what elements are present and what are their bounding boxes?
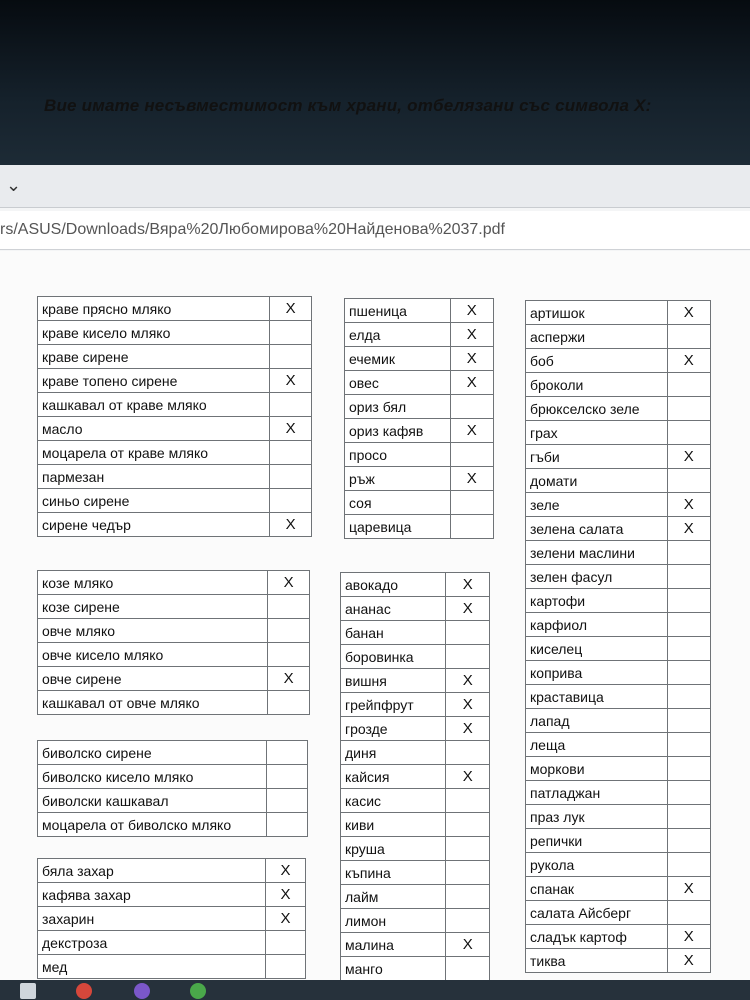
viber-icon[interactable]: [134, 983, 150, 999]
food-name: лимон: [341, 909, 446, 933]
table-row: [526, 373, 711, 397]
food-name: домати: [526, 469, 668, 493]
food-name: репички: [526, 829, 668, 853]
food-name: ориз кафяв: [345, 419, 451, 443]
intolerance-mark: [667, 805, 710, 829]
intolerance-mark: X: [446, 573, 490, 597]
food-name: кашкавал от овче мляко: [38, 691, 268, 715]
food-name: коприва: [526, 661, 668, 685]
table-row: [38, 297, 312, 321]
food-name: ананас: [341, 597, 446, 621]
table-vegetables: [525, 300, 711, 973]
intolerance-mark: [450, 491, 493, 515]
food-name: ръж: [345, 467, 451, 491]
table-row: [38, 465, 312, 489]
intolerance-mark: [446, 909, 490, 933]
table-row: [38, 417, 312, 441]
food-name: биволски кашкавал: [38, 789, 267, 813]
intolerance-mark: [266, 955, 306, 979]
intolerance-mark: [446, 645, 490, 669]
table-row: [38, 571, 310, 595]
table-row: [38, 441, 312, 465]
intolerance-mark: [667, 829, 710, 853]
table-row: [526, 469, 711, 493]
table-row: [526, 517, 711, 541]
intolerance-mark: X: [268, 667, 310, 691]
intolerance-mark: X: [667, 493, 710, 517]
table-row: [526, 949, 711, 973]
food-name: гъби: [526, 445, 668, 469]
intolerance-mark: [270, 345, 312, 369]
food-name: патладжан: [526, 781, 668, 805]
intolerance-mark: [667, 421, 710, 445]
table-row: [341, 693, 490, 717]
table-row: [526, 445, 711, 469]
food-name: кашкавал от краве мляко: [38, 393, 270, 417]
food-name: биволско кисело мляко: [38, 765, 267, 789]
food-name: броколи: [526, 373, 668, 397]
food-name: карфиол: [526, 613, 668, 637]
food-name: круша: [341, 837, 446, 861]
table-row: [526, 421, 711, 445]
food-name: диня: [341, 741, 446, 765]
intolerance-mark: [446, 885, 490, 909]
table-row: [526, 589, 711, 613]
table-row: [38, 393, 312, 417]
intolerance-mark: [446, 789, 490, 813]
intolerance-mark: [667, 709, 710, 733]
food-name: краве сирене: [38, 345, 270, 369]
intolerance-mark: [667, 757, 710, 781]
intolerance-mark: X: [450, 371, 493, 395]
intolerance-mark: [667, 613, 710, 637]
intolerance-mark: [270, 465, 312, 489]
food-name: сирене чедър: [38, 513, 270, 537]
intolerance-mark: [667, 901, 710, 925]
table-row: [345, 467, 494, 491]
food-name: масло: [38, 417, 270, 441]
table-row: [345, 419, 494, 443]
food-name: кафява захар: [38, 883, 266, 907]
chevron-down-icon[interactable]: ⌄: [6, 175, 22, 195]
intolerance-mark: [667, 397, 710, 421]
table-row: [526, 349, 711, 373]
intolerance-mark: [667, 781, 710, 805]
table-row: [341, 909, 490, 933]
table-row: [38, 955, 306, 979]
intolerance-mark: [450, 395, 493, 419]
table-row: [341, 645, 490, 669]
table-row: [345, 299, 494, 323]
food-name: зелени маслини: [526, 541, 668, 565]
intolerance-mark: [266, 741, 307, 765]
table-row: [526, 637, 711, 661]
intolerance-mark: [446, 813, 490, 837]
food-name: просо: [345, 443, 451, 467]
food-name: грозде: [341, 717, 446, 741]
intolerance-mark: [268, 619, 310, 643]
food-name: мед: [38, 955, 266, 979]
food-name: киви: [341, 813, 446, 837]
food-name: грейпфрут: [341, 693, 446, 717]
viewer-toolbar: [0, 165, 750, 208]
table-row: [526, 925, 711, 949]
taskbar: [0, 980, 750, 1000]
table-row: [38, 789, 308, 813]
table-row: [345, 491, 494, 515]
intolerance-mark: [266, 931, 306, 955]
table-row: [38, 513, 312, 537]
table-row: [341, 669, 490, 693]
food-name: моцарела от биволско мляко: [38, 813, 267, 837]
table-row: [341, 837, 490, 861]
table-row: [38, 813, 308, 837]
food-name: лайм: [341, 885, 446, 909]
table-row: [38, 691, 310, 715]
intolerance-mark: X: [667, 517, 710, 541]
table-row: [38, 883, 306, 907]
food-name: праз лук: [526, 805, 668, 829]
table-row: [526, 325, 711, 349]
food-name: овче сирене: [38, 667, 268, 691]
intolerance-mark: [270, 441, 312, 465]
intolerance-mark: [270, 489, 312, 513]
intolerance-mark: [270, 321, 312, 345]
food-name: овче мляко: [38, 619, 268, 643]
table-row: [526, 805, 711, 829]
intolerance-mark: [667, 589, 710, 613]
intolerance-mark: X: [667, 925, 710, 949]
intolerance-mark: X: [446, 717, 490, 741]
food-name: синьо сирене: [38, 489, 270, 513]
table-cow-dairy: [37, 296, 312, 537]
table-row: [526, 565, 711, 589]
intolerance-mark: [667, 637, 710, 661]
intolerance-mark: X: [266, 859, 306, 883]
intolerance-mark: X: [450, 467, 493, 491]
intolerance-mark: [667, 733, 710, 757]
intolerance-mark: X: [450, 299, 493, 323]
table-row: [526, 301, 711, 325]
table-row: [526, 781, 711, 805]
page-heading: Вие имате несъвместимост към храни, отбелязани със символа Х:: [44, 96, 652, 115]
food-name: боб: [526, 349, 668, 373]
table-row: [526, 901, 711, 925]
food-name: краве прясно мляко: [38, 297, 270, 321]
table-row: [345, 395, 494, 419]
food-name: зелена салата: [526, 517, 668, 541]
table-row: [526, 493, 711, 517]
table-row: [341, 957, 490, 981]
table-buffalo-dairy: [37, 740, 308, 837]
table-row: [345, 347, 494, 371]
food-name: ориз бял: [345, 395, 451, 419]
table-row: [526, 709, 711, 733]
intolerance-mark: X: [266, 907, 306, 931]
food-name: соя: [345, 491, 451, 515]
intolerance-mark: X: [667, 949, 710, 973]
table-row: [38, 321, 312, 345]
food-name: елда: [345, 323, 451, 347]
intolerance-mark: X: [446, 765, 490, 789]
intolerance-mark: [667, 541, 710, 565]
table-row: [526, 397, 711, 421]
intolerance-mark: [446, 957, 490, 981]
table-row: [38, 859, 306, 883]
food-name: бяла захар: [38, 859, 266, 883]
intolerance-mark: [270, 393, 312, 417]
table-row: [526, 541, 711, 565]
food-name: банан: [341, 621, 446, 645]
table-grains: [344, 298, 494, 539]
food-name: моркови: [526, 757, 668, 781]
table-row: [526, 733, 711, 757]
intolerance-mark: X: [446, 669, 490, 693]
food-name: манго: [341, 957, 446, 981]
intolerance-mark: [268, 691, 310, 715]
table-row: [341, 717, 490, 741]
address-bar[interactable]: [0, 211, 750, 250]
food-name: овче кисело мляко: [38, 643, 268, 667]
table-row: [341, 765, 490, 789]
start-icon[interactable]: [20, 983, 36, 999]
table-row: [341, 789, 490, 813]
table-fruits: [340, 572, 490, 981]
intolerance-mark: X: [268, 571, 310, 595]
table-row: [526, 613, 711, 637]
intolerance-mark: X: [667, 445, 710, 469]
food-name: леща: [526, 733, 668, 757]
intolerance-mark: [446, 621, 490, 645]
table-row: [526, 661, 711, 685]
table-row: [341, 933, 490, 957]
food-name: спанак: [526, 877, 668, 901]
intolerance-mark: [266, 765, 307, 789]
intolerance-mark: [450, 443, 493, 467]
monitor-bezel: [0, 0, 750, 165]
food-name: декстроза: [38, 931, 266, 955]
table-row: [341, 741, 490, 765]
food-name: козе сирене: [38, 595, 268, 619]
table-row: [345, 371, 494, 395]
intolerance-mark: X: [270, 417, 312, 441]
table-row: [38, 667, 310, 691]
food-name: тиква: [526, 949, 668, 973]
food-name: салата Айсберг: [526, 901, 668, 925]
food-name: краставица: [526, 685, 668, 709]
intolerance-mark: [268, 643, 310, 667]
table-row: [345, 323, 494, 347]
intolerance-mark: X: [266, 883, 306, 907]
food-name: боровинка: [341, 645, 446, 669]
food-name: кайсия: [341, 765, 446, 789]
food-name: къпина: [341, 861, 446, 885]
food-name: рукола: [526, 853, 668, 877]
intolerance-mark: [266, 789, 307, 813]
intolerance-mark: X: [446, 693, 490, 717]
table-goat-sheep-dairy: [37, 570, 310, 715]
table-row: [38, 595, 310, 619]
table-row: [341, 813, 490, 837]
food-name: краве кисело мляко: [38, 321, 270, 345]
intolerance-mark: [667, 325, 710, 349]
intolerance-mark: [667, 853, 710, 877]
food-name: лапад: [526, 709, 668, 733]
food-name: аспержи: [526, 325, 668, 349]
food-name: захарин: [38, 907, 266, 931]
table-row: [341, 621, 490, 645]
food-name: касис: [341, 789, 446, 813]
table-row: [341, 885, 490, 909]
food-name: овес: [345, 371, 451, 395]
chrome-icon[interactable]: [76, 983, 92, 999]
food-name: моцарела от краве мляко: [38, 441, 270, 465]
intolerance-mark: X: [450, 419, 493, 443]
intolerance-mark: [266, 813, 307, 837]
table-row: [38, 619, 310, 643]
food-name: зелен фасул: [526, 565, 668, 589]
food-name: пармезан: [38, 465, 270, 489]
table-row: [526, 853, 711, 877]
table-row: [38, 369, 312, 393]
table-row: [38, 489, 312, 513]
intolerance-mark: X: [450, 323, 493, 347]
food-name: пшеница: [345, 299, 451, 323]
intolerance-mark: X: [446, 933, 490, 957]
table-row: [526, 877, 711, 901]
food-name: сладък картоф: [526, 925, 668, 949]
food-name: артишок: [526, 301, 668, 325]
file-path: rs/ASUS/Downloads/Вяра%20Любомирова%20Найденова%2037.pdf: [0, 221, 505, 238]
table-row: [38, 741, 308, 765]
intolerance-mark: [667, 565, 710, 589]
torrent-icon[interactable]: [190, 983, 206, 999]
intolerance-mark: X: [270, 513, 312, 537]
food-name: вишня: [341, 669, 446, 693]
table-row: [526, 829, 711, 853]
table-row: [345, 515, 494, 539]
food-name: картофи: [526, 589, 668, 613]
intolerance-mark: [446, 741, 490, 765]
food-name: малина: [341, 933, 446, 957]
table-row: [341, 573, 490, 597]
food-name: брюкселско зеле: [526, 397, 668, 421]
food-name: краве топено сирене: [38, 369, 270, 393]
intolerance-mark: [446, 861, 490, 885]
food-name: биволско сирене: [38, 741, 267, 765]
table-row: [38, 643, 310, 667]
intolerance-mark: [667, 373, 710, 397]
intolerance-mark: X: [446, 597, 490, 621]
intolerance-mark: [667, 685, 710, 709]
table-sweeteners: [37, 858, 306, 979]
table-row: [38, 765, 308, 789]
food-name: ечемик: [345, 347, 451, 371]
table-row: [526, 685, 711, 709]
intolerance-mark: X: [270, 369, 312, 393]
intolerance-mark: X: [667, 349, 710, 373]
intolerance-mark: X: [667, 301, 710, 325]
table-row: [38, 931, 306, 955]
intolerance-mark: [667, 661, 710, 685]
food-name: грах: [526, 421, 668, 445]
food-name: авокадо: [341, 573, 446, 597]
food-name: киселец: [526, 637, 668, 661]
intolerance-mark: [450, 515, 493, 539]
food-name: зеле: [526, 493, 668, 517]
intolerance-mark: [446, 837, 490, 861]
food-name: козе мляко: [38, 571, 268, 595]
table-row: [38, 907, 306, 931]
table-row: [345, 443, 494, 467]
intolerance-mark: X: [270, 297, 312, 321]
intolerance-mark: [667, 469, 710, 493]
intolerance-mark: X: [450, 347, 493, 371]
intolerance-mark: [268, 595, 310, 619]
table-row: [38, 345, 312, 369]
intolerance-mark: X: [667, 877, 710, 901]
food-name: царевица: [345, 515, 451, 539]
table-row: [341, 861, 490, 885]
table-row: [526, 757, 711, 781]
table-row: [341, 597, 490, 621]
